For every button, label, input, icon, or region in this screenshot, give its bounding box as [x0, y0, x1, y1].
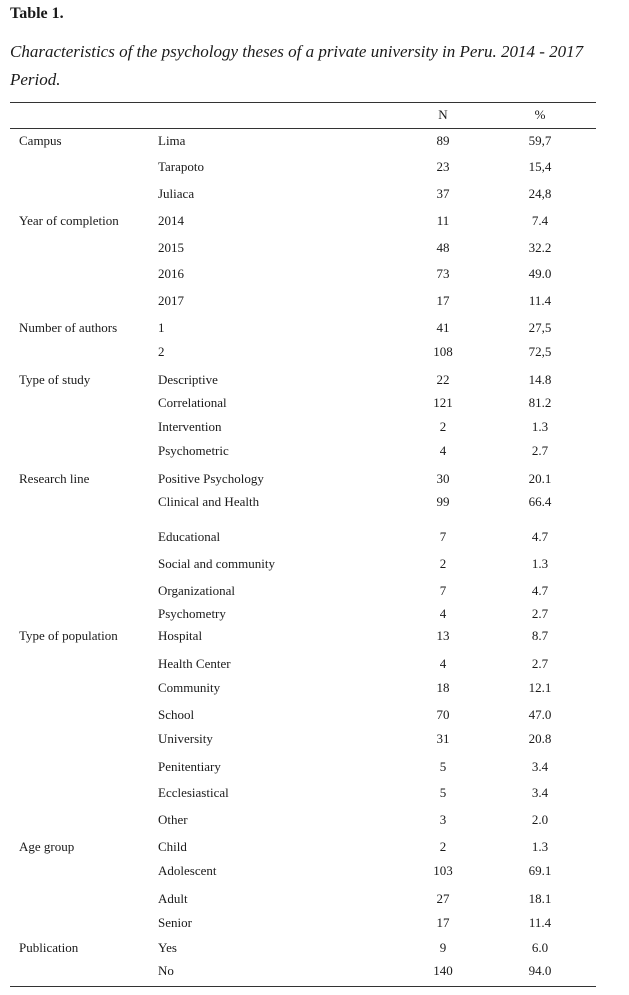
row-subcategory: Tarapoto — [158, 159, 205, 174]
row-subcategory: Organizational — [158, 583, 236, 598]
row-category: Research line — [19, 471, 90, 486]
row-percent-value: 69.1 — [528, 863, 552, 878]
table-label: Table 1. — [10, 5, 64, 22]
row-percent-value: 59,7 — [528, 133, 552, 148]
row-percent-value: 7.4 — [531, 213, 549, 228]
row-subcategory: Intervention — [158, 419, 222, 434]
row-n-value: 73 — [436, 266, 450, 281]
row-subcategory: 2016 — [158, 266, 184, 281]
row-n-value: 7 — [439, 583, 447, 598]
row-category: Publication — [19, 940, 79, 955]
row-n-value: 17 — [436, 915, 450, 930]
row-percent-value: 49.0 — [528, 266, 552, 281]
row-percent-value: 2.7 — [531, 606, 549, 621]
row-subcategory: Hospital — [158, 628, 203, 643]
row-n-value: 140 — [433, 963, 453, 978]
row-n-value: 2 — [439, 419, 447, 434]
row-subcategory: Psychometry — [158, 606, 226, 621]
row-percent-value: 2.7 — [531, 656, 549, 671]
row-percent-value: 27,5 — [528, 320, 552, 335]
row-percent-value: 1.3 — [531, 419, 549, 434]
row-percent-value: 81.2 — [528, 395, 552, 410]
row-n-value: 7 — [439, 529, 447, 544]
row-n-value: 30 — [436, 471, 450, 486]
row-n-value: 17 — [436, 293, 450, 308]
row-n-value: 3 — [439, 812, 447, 827]
row-n-value: 22 — [436, 372, 450, 387]
row-subcategory: Senior — [158, 915, 192, 930]
row-n-value: 9 — [439, 940, 447, 955]
row-category: Number of authors — [19, 320, 118, 335]
row-subcategory: Social and community — [158, 556, 275, 571]
row-n-value: 99 — [436, 494, 450, 509]
row-percent-value: 1.3 — [531, 839, 549, 854]
row-n-value: 23 — [436, 159, 450, 174]
row-subcategory: Lima — [158, 133, 186, 148]
column-header-n: N — [438, 107, 448, 122]
row-subcategory: Psychometric — [158, 443, 229, 458]
row-n-value: 70 — [436, 707, 450, 722]
row-subcategory: Descriptive — [158, 372, 218, 387]
row-percent-value: 14.8 — [528, 372, 552, 387]
column-header-percent: % — [534, 107, 546, 122]
row-percent-value: 8.7 — [531, 628, 549, 643]
row-subcategory: Educational — [158, 529, 221, 544]
row-n-value: 4 — [439, 656, 447, 671]
row-category: Age group — [19, 839, 75, 854]
row-subcategory: Juliaca — [158, 186, 195, 201]
row-percent-value: 2.0 — [531, 812, 549, 827]
row-category: Type of study — [19, 372, 91, 387]
row-n-value: 13 — [436, 628, 450, 643]
row-subcategory: Health Center — [158, 656, 231, 671]
row-n-value: 27 — [436, 891, 450, 906]
row-percent-value: 3.4 — [531, 785, 549, 800]
row-subcategory: Child — [158, 839, 187, 854]
row-percent-value: 66.4 — [528, 494, 552, 509]
row-percent-value: 1.3 — [531, 556, 549, 571]
header-rule — [10, 128, 596, 129]
row-subcategory: 2014 — [158, 213, 184, 228]
row-subcategory: Correlational — [158, 395, 227, 410]
row-subcategory: Adolescent — [158, 863, 217, 878]
row-subcategory: 2 — [158, 344, 165, 359]
row-n-value: 4 — [439, 606, 447, 621]
row-percent-value: 15,4 — [528, 159, 552, 174]
bottom-rule — [10, 986, 596, 987]
row-percent-value: 32.2 — [528, 240, 552, 255]
row-percent-value: 24,8 — [528, 186, 552, 201]
row-subcategory: 2015 — [158, 240, 184, 255]
row-n-value: 18 — [436, 680, 450, 695]
row-n-value: 103 — [433, 863, 453, 878]
row-percent-value: 94.0 — [528, 963, 552, 978]
row-subcategory: 2017 — [158, 293, 184, 308]
row-category: Year of completion — [19, 213, 119, 228]
row-subcategory: Positive Psychology — [158, 471, 264, 486]
row-percent-value: 11.4 — [528, 915, 552, 930]
row-percent-value: 4.7 — [531, 583, 549, 598]
row-percent-value: 47.0 — [528, 707, 552, 722]
row-n-value: 5 — [439, 785, 447, 800]
row-n-value: 89 — [436, 133, 450, 148]
row-n-value: 5 — [439, 759, 447, 774]
row-n-value: 4 — [439, 443, 447, 458]
row-subcategory: Yes — [158, 940, 177, 955]
row-subcategory: University — [158, 731, 213, 746]
row-percent-value: 11.4 — [528, 293, 552, 308]
row-subcategory: School — [158, 707, 195, 722]
row-percent-value: 2.7 — [531, 443, 549, 458]
row-n-value: 11 — [436, 213, 450, 228]
row-n-value: 48 — [436, 240, 450, 255]
row-subcategory: No — [158, 963, 174, 978]
row-category: Type of population — [19, 628, 118, 643]
row-n-value: 41 — [436, 320, 450, 335]
row-subcategory: Clinical and Health — [158, 494, 260, 509]
table-caption: Characteristics of the psychology theses of a private university in Peru. 2014 - 2017 Period. — [10, 42, 584, 89]
row-n-value: 108 — [433, 344, 453, 359]
row-n-value: 31 — [436, 731, 450, 746]
row-subcategory: 1 — [158, 320, 165, 335]
row-subcategory: Other — [158, 812, 188, 827]
row-subcategory: Community — [158, 680, 221, 695]
row-percent-value: 20.8 — [528, 731, 552, 746]
row-percent-value: 3.4 — [531, 759, 549, 774]
row-subcategory: Ecclesiastical — [158, 785, 229, 800]
row-n-value: 121 — [433, 395, 453, 410]
row-subcategory: Penitentiary — [158, 759, 221, 774]
top-rule — [10, 102, 596, 103]
row-n-value: 2 — [439, 839, 447, 854]
row-percent-value: 72,5 — [528, 344, 552, 359]
row-percent-value: 12.1 — [528, 680, 552, 695]
row-category: Campus — [19, 133, 62, 148]
row-n-value: 2 — [439, 556, 447, 571]
row-percent-value: 4.7 — [531, 529, 549, 544]
row-percent-value: 20.1 — [528, 471, 552, 486]
row-percent-value: 18.1 — [528, 891, 552, 906]
row-percent-value: 6.0 — [531, 940, 549, 955]
row-n-value: 37 — [436, 186, 450, 201]
row-subcategory: Adult — [158, 891, 188, 906]
